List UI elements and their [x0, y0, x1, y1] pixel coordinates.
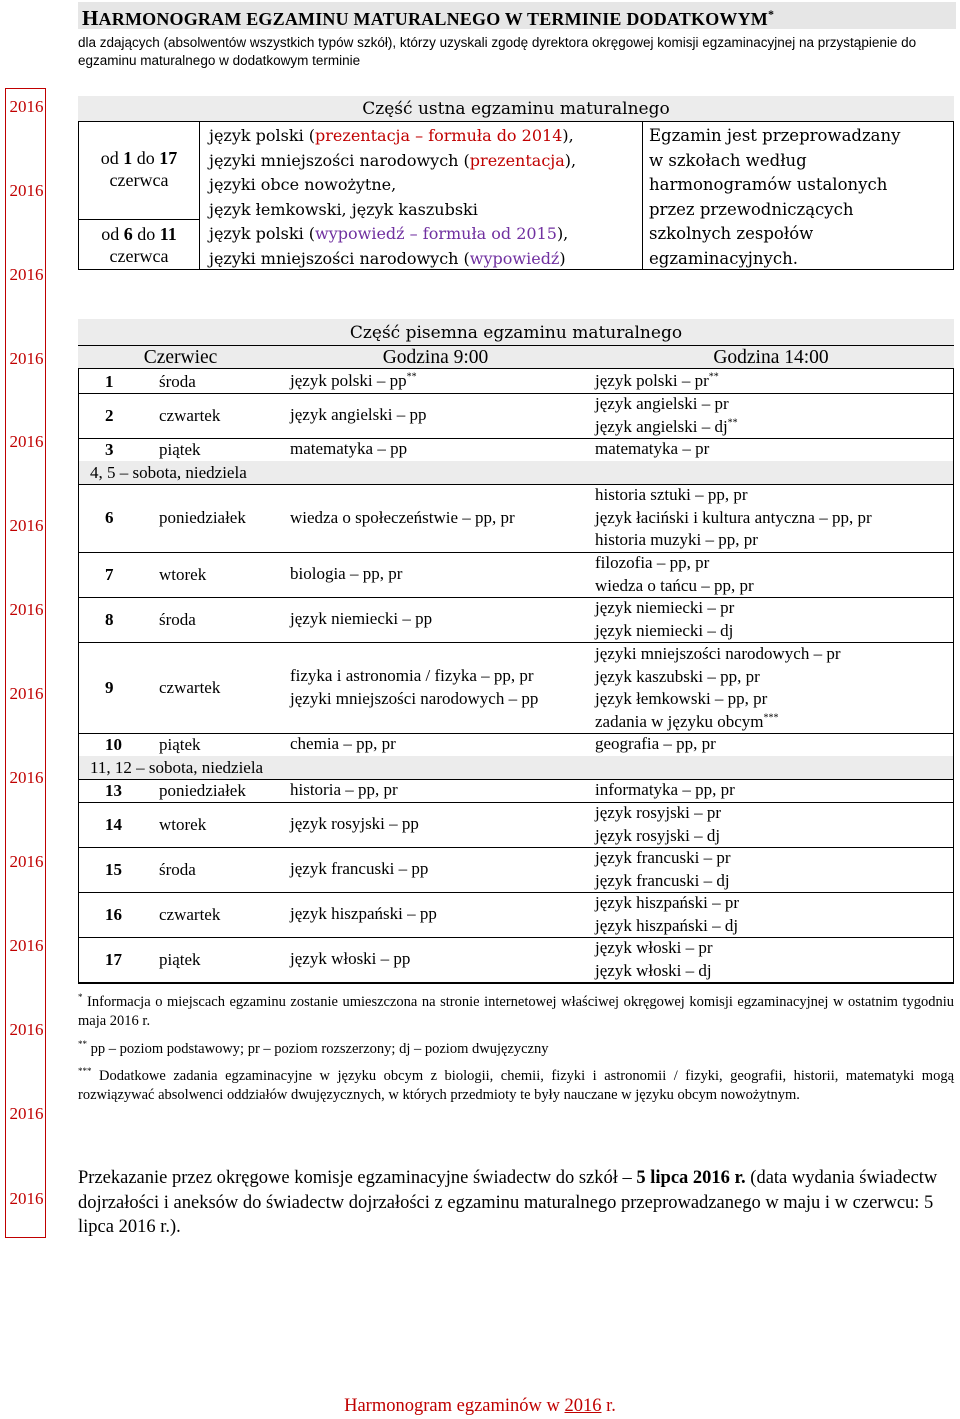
cell-line: język angielski – dj**	[595, 416, 738, 436]
weekday: środa	[159, 372, 196, 391]
oral-subject-line: języki obce nowożytne,	[209, 175, 397, 194]
weekend-row	[79, 756, 953, 779]
weekend-label: 11, 12 – sobota, niedziela	[90, 758, 264, 777]
cell-line: język francuski – pr	[595, 848, 731, 867]
year-label: 2016	[9, 265, 44, 284]
morning-exams	[290, 779, 398, 802]
table-row	[79, 597, 953, 642]
written-exam-heading: Część pisemna egzaminu maturalnego	[78, 319, 954, 346]
day-number: 17	[105, 950, 122, 969]
cell-line: język angielski – pr	[595, 394, 729, 413]
year-label: 2016	[9, 432, 44, 451]
afternoon-exams	[595, 779, 735, 802]
afternoon-exams	[595, 597, 734, 642]
year-label: 2016	[9, 97, 44, 116]
oral-subjects	[209, 124, 639, 271]
afternoon-exams	[595, 484, 872, 552]
footnote-1: * Informacja o miejscach egzaminu zostanie umieszczona na stronie internetowej właściwej okręgowej komisji egzaminacyjnej w ostatnim tygodniu maja 2016 r.	[78, 992, 954, 1029]
oral-subject-line: język polski (prezentacja – formuła do 2014),	[209, 126, 574, 145]
weekday: piątek	[159, 950, 201, 969]
afternoon-exams	[595, 847, 730, 892]
oral-note-line: szkolnych zespołów	[649, 224, 814, 243]
page-footer: Harmonogram egzaminów w 2016 r.	[344, 1396, 616, 1416]
oral-note-line: harmonogramów ustalonych	[649, 175, 888, 194]
cell-line: wiedza o społeczeństwie – pp, pr	[290, 508, 515, 527]
weekday: wtorek	[159, 815, 207, 834]
cell-line: filozofia – pp, pr	[595, 553, 710, 572]
certificate-transfer-note: Przekazanie przez okręgowe komisje egzaminacyjne świadectw do szkół – 5 lipca 2016 r. (data wydania świadectw dojrzałości i aneksów do świadectw dojrzałości z egzaminu maturalnego przeprowadzanego w maju i w czerwcu: 5 lipca 2016 r.).	[78, 1168, 938, 1237]
afternoon-exams	[595, 393, 738, 438]
oral-period-2: od 6 do 11 czerwca	[101, 224, 177, 266]
weekday: poniedziałek	[159, 781, 246, 800]
cell-line: język polski – pr**	[595, 371, 719, 390]
year-strip	[5, 88, 46, 1238]
oral-subject-line: język łemkowski, język kaszubski	[209, 199, 478, 219]
cell-line: biologia – pp, pr	[290, 564, 403, 583]
col-morning: Godzina 9:00	[382, 347, 489, 368]
morning-exams	[290, 563, 402, 586]
day-number: 7	[105, 565, 114, 584]
year-label: 2016	[9, 1104, 44, 1123]
year-label: 2016	[9, 600, 44, 619]
oral-period-1: od 1 do 17 czerwca	[100, 148, 178, 190]
cell-line: język hiszpański – dj	[595, 915, 739, 935]
footnote-3: *** Dodatkowe zadania egzaminacyjne w języku obcym z biologii, chemii, fizyki i astronomii / fizyki, geografii, historii, matematyki mogą rozwiązywać absolwenci oddziałów dwujęzycznych, w których przedmioty te były nauczane w języku obcym nowożytnym.	[78, 1066, 955, 1103]
table-row	[79, 370, 953, 393]
year-label: 2016	[9, 852, 44, 871]
day-number: 14	[105, 815, 122, 834]
cell-line: języki mniejszości narodowych – pr	[595, 644, 841, 663]
oral-note	[649, 124, 949, 271]
year-label: 2016	[9, 684, 44, 703]
weekday: środa	[159, 610, 196, 629]
table-row	[79, 438, 953, 461]
year-label: 2016	[9, 936, 44, 955]
written-column-headers	[78, 346, 954, 369]
table-row	[79, 802, 953, 847]
morning-exams	[290, 370, 417, 393]
afternoon-exams	[595, 438, 709, 461]
morning-exams	[290, 438, 407, 461]
col-month: Czerwiec	[143, 347, 218, 368]
weekday: piątek	[159, 440, 201, 459]
morning-exams	[290, 507, 515, 530]
cell-line: geografia – pp, pr	[595, 734, 716, 753]
table-row	[79, 642, 953, 733]
cell-line: język angielski – pp	[290, 405, 427, 424]
cell-line: matematyka – pp	[290, 439, 408, 458]
cell-line: historia muzyki – pp, pr	[595, 530, 758, 549]
cell-line: język niemiecki – pp	[290, 609, 433, 628]
table-row	[79, 733, 953, 756]
year-label: 2016	[9, 1020, 44, 1039]
morning-exams	[290, 813, 419, 836]
page-title: HARMONOGRAM EGZAMINU MATURALNEGO W TERMINIE DODATKOWYM*	[82, 6, 775, 30]
col-afternoon: Godzina 14:00	[713, 347, 829, 368]
morning-exams	[290, 404, 426, 427]
oral-exam-heading: Część ustna egzaminu maturalnego	[78, 96, 954, 122]
cell-line: język kaszubski – pp, pr	[595, 666, 760, 686]
cell-line: język hiszpański – pr	[595, 893, 739, 912]
weekday: środa	[159, 860, 196, 879]
cell-line: chemia – pp, pr	[290, 734, 396, 753]
year-label: 2016	[9, 1189, 44, 1208]
afternoon-exams	[595, 937, 713, 982]
oral-subject-line: języki mniejszości narodowych (wypowiedź)	[209, 248, 566, 268]
table-row	[79, 937, 953, 982]
oral-note-line: egzaminacyjnych.	[649, 248, 798, 268]
table-row	[79, 892, 953, 937]
weekend-row	[79, 461, 953, 484]
cell-line: język włoski – pr	[595, 938, 713, 957]
oral-note-line: przez przewodniczących	[649, 199, 854, 219]
oral-subject-line: języki mniejszości narodowych (prezentacja),	[209, 150, 577, 170]
cell-line: fizyka i astronomia / fizyka – pp, pr	[290, 666, 534, 685]
page-subtitle: dla zdających (absolwentów wszystkich typów szkół), którzy uzyskali zgodę dyrektora okręgowej komisji egzaminacyjnej na przystąpienie do egzaminu maturalnego w dodatkowym terminie	[78, 35, 917, 68]
weekday: czwartek	[159, 678, 221, 697]
day-number: 9	[105, 678, 114, 697]
cell-line: język włoski – dj	[595, 960, 712, 980]
table-row	[79, 552, 953, 597]
day-number: 13	[105, 781, 122, 800]
day-number: 2	[105, 406, 114, 425]
cell-line: historia – pp, pr	[290, 780, 398, 799]
table-row	[79, 779, 953, 802]
table-row	[79, 484, 953, 552]
year-label: 2016	[9, 516, 44, 535]
year-label: 2016	[9, 181, 44, 200]
cell-line: język niemiecki – dj	[595, 620, 734, 640]
morning-exams	[290, 948, 410, 971]
day-number: 15	[105, 860, 122, 879]
cell-line: język polski – pp**	[290, 371, 417, 390]
oral-note-line: w szkołach według	[649, 150, 807, 170]
cell-line: język łaciński i kultura antyczna – pp, pr	[595, 507, 872, 527]
cell-line: zadania w języku obcym***	[595, 711, 779, 731]
table-row	[79, 393, 953, 438]
morning-exams	[290, 903, 437, 926]
oral-subject-line: język polski (wypowiedź – formuła od 2015),	[209, 224, 569, 243]
weekday: czwartek	[159, 406, 221, 425]
weekday: piątek	[159, 735, 201, 754]
weekday: wtorek	[159, 565, 207, 584]
weekday: czwartek	[159, 905, 221, 924]
morning-exams	[290, 608, 432, 631]
oral-note-line: Egzamin jest przeprowadzany	[649, 126, 901, 145]
row-divider	[79, 982, 953, 983]
morning-exams	[290, 858, 428, 881]
afternoon-exams	[595, 802, 721, 847]
cell-line: język rosyjski – pr	[595, 803, 722, 822]
cell-line: język łemkowski – pp, pr	[595, 689, 768, 708]
morning-exams	[290, 665, 538, 710]
weekend-label: 4, 5 – sobota, niedziela	[90, 463, 247, 482]
footnote-2: ** pp – poziom podstawowy; pr – poziom rozszerzony; dj – poziom dwujęzyczny	[78, 1039, 549, 1057]
year-label: 2016	[9, 349, 44, 368]
afternoon-exams	[595, 733, 716, 756]
cell-line: język rosyjski – dj	[595, 825, 721, 845]
day-number: 10	[105, 735, 122, 754]
weekday: poniedziałek	[159, 508, 246, 527]
cell-line: informatyka – pp, pr	[595, 780, 735, 799]
afternoon-exams	[595, 892, 739, 937]
cell-line: wiedza o tańcu – pp, pr	[595, 575, 754, 595]
afternoon-exams	[595, 552, 754, 597]
afternoon-exams	[595, 643, 841, 733]
year-label: 2016	[9, 768, 44, 787]
cell-line: historia sztuki – pp, pr	[595, 485, 748, 504]
morning-exams	[290, 733, 396, 756]
cell-line: język francuski – dj	[595, 870, 730, 890]
day-number: 8	[105, 610, 114, 629]
day-number: 6	[105, 508, 114, 527]
cell-line: język francuski – pp	[290, 859, 429, 878]
day-number: 16	[105, 905, 122, 924]
cell-line: język niemiecki – pr	[595, 598, 735, 617]
cell-line: języki mniejszości narodowych – pp	[290, 688, 539, 708]
cell-line: język hiszpański – pp	[290, 904, 437, 923]
day-number: 3	[105, 440, 114, 459]
day-number: 1	[105, 372, 114, 391]
cell-line: język rosyjski – pp	[290, 814, 419, 833]
cell-line: matematyka – pr	[595, 439, 710, 458]
afternoon-exams	[595, 370, 719, 393]
cell-line: język włoski – pp	[290, 949, 411, 968]
table-row	[79, 847, 953, 892]
